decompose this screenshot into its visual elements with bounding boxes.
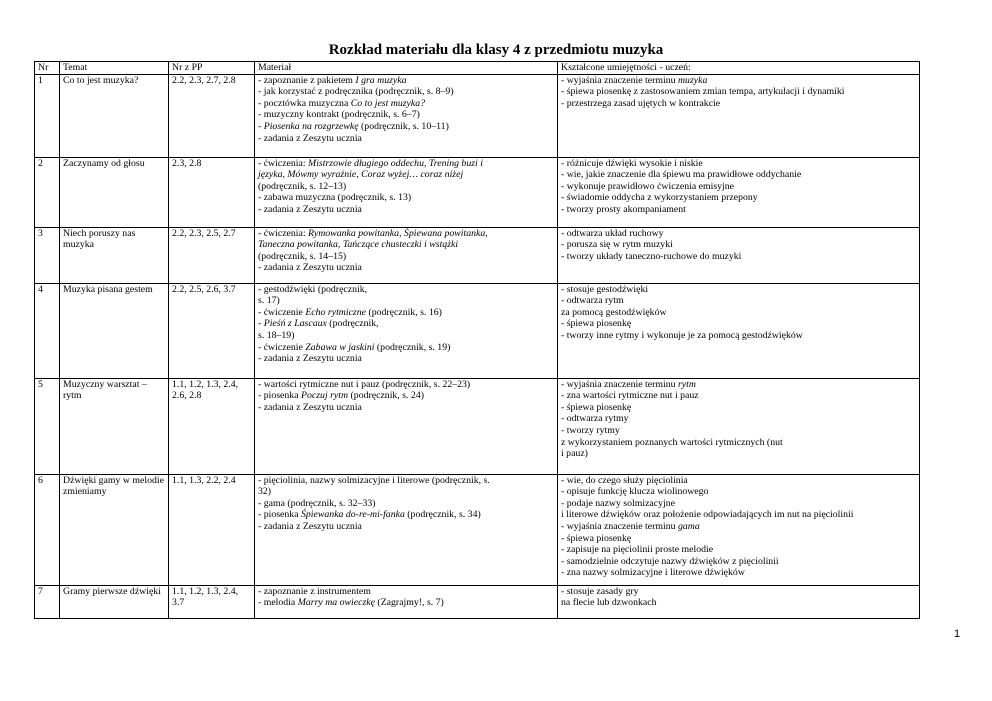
cell-umiejetnosci-line: - wie, do czego służy pięciolinia <box>561 474 688 486</box>
cell-umiejetnosci-line: - zna nazwy solmizacyjne i literowe dźwięków <box>561 567 745 579</box>
table-header-row <box>35 62 920 75</box>
cell-temat-text: Muzyka pisana gestem <box>63 283 153 295</box>
cell-material-line: - ćwiczenie Zabawa w jaskini (podręcznik, s. 19) <box>258 341 451 353</box>
cell-temat <box>60 378 169 474</box>
page-number: 1 <box>954 628 961 640</box>
cell-material-line: - jak korzystać z podręcznika (podręcznik, s. 8–9) <box>258 86 454 98</box>
cell-material-line: - zapoznanie z pakietem I gra muzyka <box>258 74 407 86</box>
cell-material-line: - gama (podręcznik, s. 32–33) <box>258 497 376 509</box>
cell-umiejetnosci-line: i pauz) <box>561 448 588 460</box>
cell-nr-z-pp-text: 1.1, 1.2, 1.3, 2.4, 3.7 <box>172 585 239 609</box>
cell-umiejetnosci <box>558 74 920 157</box>
cell-material <box>255 227 558 283</box>
cell-umiejetnosci-line: i literowe dźwięków oraz położenie odpowiadających im nut na pięciolinii <box>561 509 854 521</box>
cell-material-line: - gestodźwięki (podręcznik, <box>258 283 368 295</box>
cell-umiejetnosci-line: - tworzy inne rytmy i wykonuje je za pomocą gestodźwięków <box>561 329 803 341</box>
cell-nr-text: 1 <box>38 74 43 86</box>
cell-umiejetnosci-line: - wyjaśnia znaczenie terminu muzyka <box>561 74 708 86</box>
cell-material-line: - zadania z Zeszytu ucznia <box>258 401 362 413</box>
cell-temat <box>60 227 169 283</box>
cell-umiejetnosci-line: - różnicuje dźwięki wysokie i niskie <box>561 157 703 169</box>
cell-nr <box>35 157 60 227</box>
cell-nr <box>35 227 60 283</box>
cell-temat <box>60 283 169 378</box>
cell-nr-z-pp <box>169 474 255 585</box>
document-title: Rozkład materiału dla klasy 4 z przedmiotu muzyka <box>328 42 664 58</box>
cell-umiejetnosci-line: - tworzy rytmy <box>561 424 620 436</box>
cell-material-line: - piosenka Poczuj rytm (podręcznik, s. 24) <box>258 390 424 402</box>
cell-umiejetnosci-line: - stosuje zasady gry <box>561 585 639 597</box>
cell-umiejetnosci-line: - śpiewa piosenkę <box>561 401 632 413</box>
cell-nr-z-pp <box>169 283 255 378</box>
cell-material-line: - zadania z Zeszytu ucznia <box>258 353 362 365</box>
cell-material-line: - ćwiczenia: Rymowanka powitanka, Śpiewana powitanka, <box>258 227 488 239</box>
lesson-plan-table <box>34 61 920 619</box>
cell-temat-text: Niech poruszy nas muzyka <box>63 227 136 251</box>
cell-nr-z-pp <box>169 585 255 618</box>
cell-material-line: - muzyczny kontrakt (podręcznik, s. 6–7) <box>258 109 420 121</box>
header-nr-z-pp: Nr z PP <box>169 62 255 75</box>
cell-temat <box>60 157 169 227</box>
cell-material <box>255 378 558 474</box>
cell-umiejetnosci-line: - stosuje gestodźwięki <box>561 283 649 295</box>
cell-nr <box>35 283 60 378</box>
cell-material <box>255 157 558 227</box>
cell-material-line: - zadania z Zeszytu ucznia <box>258 132 362 144</box>
cell-material-line: - Piosenka na rozgrzewkę (podręcznik, s. 10–11) <box>258 120 449 132</box>
cell-material-line: Taneczna powitanka, Tańczące chusteczki i wstążki <box>258 239 459 251</box>
table-body <box>35 74 920 618</box>
cell-umiejetnosci-line: - wyjaśnia znaczenie terminu rytm <box>561 378 696 390</box>
cell-nr-z-pp-text: 2.2, 2.5, 2.6, 3.7 <box>172 283 236 295</box>
cell-umiejetnosci <box>558 378 920 474</box>
cell-umiejetnosci-line: - odtwarza rytm <box>561 295 624 307</box>
table-row <box>35 283 920 378</box>
cell-material-line: (podręcznik, s. 14–15) <box>258 250 347 262</box>
cell-umiejetnosci-line: - opisuje funkcję klucza wiolinowego <box>561 486 709 498</box>
cell-material-line: - zadania z Zeszytu ucznia <box>258 203 362 215</box>
table-row <box>35 474 920 585</box>
cell-temat-text: Co to jest muzyka? <box>63 74 139 86</box>
cell-umiejetnosci-line: - świadomie oddycha z wykorzystaniem przepony <box>561 192 758 204</box>
table-row <box>35 157 920 227</box>
cell-material <box>255 74 558 157</box>
cell-nr <box>35 474 60 585</box>
cell-material-line: języka, Mówmy wyraźnie, Coraz wyżej… coraz niżej <box>258 169 464 181</box>
cell-material-line: - melodia Marry ma owieczkę (Zagrajmy!, s. 7) <box>258 597 444 609</box>
cell-umiejetnosci-line: - tworzy prosty akompaniament <box>561 203 686 215</box>
cell-material-line: - zabawa muzyczna (podręcznik, s. 13) <box>258 192 412 204</box>
cell-temat <box>60 74 169 157</box>
cell-nr-text: 3 <box>38 227 43 239</box>
cell-material <box>255 283 558 378</box>
cell-umiejetnosci <box>558 227 920 283</box>
cell-nr-z-pp <box>169 157 255 227</box>
cell-nr-z-pp-text: 2.2, 2.3, 2.5, 2.7 <box>172 227 236 239</box>
cell-material-line: - ćwiczenia: Mistrzowie długiego oddechu, Trening buzi i <box>258 157 483 169</box>
cell-temat-text: Dźwięki gamy w melodie zmieniamy <box>63 474 164 498</box>
cell-umiejetnosci-line: - zapisuje na pięciolinii proste melodie <box>561 544 714 556</box>
cell-nr <box>35 378 60 474</box>
cell-material-line: - pocztówka muzyczna Co to jest muzyka? <box>258 97 426 109</box>
cell-nr-z-pp <box>169 227 255 283</box>
cell-umiejetnosci-line: - wykonuje prawidłowo ćwiczenia emisyjne <box>561 180 735 192</box>
table-row <box>35 585 920 618</box>
cell-umiejetnosci-line: na flecie lub dzwonkach <box>561 597 657 609</box>
cell-umiejetnosci-line: - porusza się w rytm muzyki <box>561 239 673 251</box>
cell-umiejetnosci-line: - samodzielnie odczytuje nazwy dźwięków z pięciolinii <box>561 555 779 567</box>
cell-umiejetnosci-line: - odtwarza układ ruchowy <box>561 227 664 239</box>
cell-material-line: (podręcznik, s. 12–13) <box>258 180 347 192</box>
cell-umiejetnosci-line: za pomocą gestodźwięków <box>561 306 667 318</box>
cell-nr-text: 2 <box>38 157 43 169</box>
cell-material-line: s. 18–19) <box>258 329 295 341</box>
cell-nr-z-pp-text: 2.2, 2.3, 2.7, 2.8 <box>172 74 236 86</box>
cell-umiejetnosci <box>558 474 920 585</box>
header-temat: Temat <box>60 62 169 75</box>
cell-nr-z-pp-text: 1.1, 1.3, 2.2, 2.4 <box>172 474 236 486</box>
cell-umiejetnosci <box>558 585 920 618</box>
cell-nr-text: 7 <box>38 585 43 597</box>
table-row <box>35 74 920 157</box>
cell-umiejetnosci-line: - śpiewa piosenkę <box>561 318 632 330</box>
cell-nr-z-pp-text: 1.1, 1.2, 1.3, 2.4, 2.6, 2.8 <box>172 378 239 402</box>
cell-umiejetnosci-line: - zna wartości rytmiczne nut i pauz <box>561 390 699 402</box>
cell-nr <box>35 585 60 618</box>
cell-material-line: - piosenka Śpiewanka do-re-mi-fanka (podręcznik, s. 34) <box>258 509 481 521</box>
cell-umiejetnosci-line: - podaje nazwy solmizacyjne <box>561 497 675 509</box>
cell-umiejetnosci-line: - śpiewa piosenkę <box>561 532 632 544</box>
cell-umiejetnosci-line: z wykorzystaniem poznanych wartości rytmicznych (nut <box>561 436 783 448</box>
header-umiejetnosci: Kształcone umiejętności - uczeń: <box>558 62 920 75</box>
cell-material-line: - zadania z Zeszytu ucznia <box>258 520 362 532</box>
cell-material-line: - pięciolinia, nazwy solmizacyjne i literowe (podręcznik, s. <box>258 474 490 486</box>
cell-nr-z-pp <box>169 74 255 157</box>
cell-temat-text: Zaczynamy od głosu <box>63 157 145 169</box>
cell-umiejetnosci <box>558 157 920 227</box>
header-material: Materiał <box>255 62 558 75</box>
cell-umiejetnosci-line: - wyjaśnia znaczenie terminu gama <box>561 520 700 532</box>
cell-material-line: - wartości rytmiczne nut i pauz (podręcznik, s. 22–23) <box>258 378 471 390</box>
cell-umiejetnosci <box>558 283 920 378</box>
header-nr: Nr <box>35 62 60 75</box>
cell-material <box>255 474 558 585</box>
cell-material-line: - zadania z Zeszytu ucznia <box>258 262 362 274</box>
cell-umiejetnosci-line: - tworzy układy taneczno-ruchowe do muzyki <box>561 250 742 262</box>
cell-temat-text: Gramy pierwsze dźwięki <box>63 585 161 597</box>
cell-umiejetnosci-line: - przestrzega zasad ujętych w kontrakcie <box>561 97 721 109</box>
table-row <box>35 378 920 474</box>
cell-material-line: s. 17) <box>258 295 280 307</box>
cell-temat <box>60 585 169 618</box>
table-row <box>35 227 920 283</box>
cell-nr-text: 6 <box>38 474 43 486</box>
cell-material-line: - zapoznanie z instrumentem <box>258 585 371 597</box>
cell-nr-text: 4 <box>38 283 43 295</box>
cell-umiejetnosci-line: - odtwarza rytmy <box>561 413 629 425</box>
cell-material <box>255 585 558 618</box>
cell-temat <box>60 474 169 585</box>
cell-umiejetnosci-line: - wie, jakie znaczenie dla śpiewu ma prawidłowe oddychanie <box>561 169 802 181</box>
cell-umiejetnosci-line: - śpiewa piosenkę z zastosowaniem zmian tempa, artykulacji i dynamiki <box>561 86 845 98</box>
cell-material-line: - ćwiczenie Echo rytmiczne (podręcznik, s. 16) <box>258 306 442 318</box>
cell-nr-z-pp <box>169 378 255 474</box>
cell-nr-text: 5 <box>38 378 43 390</box>
cell-temat-text: Muzyczny warsztat – rytm <box>63 378 147 402</box>
cell-nr <box>35 74 60 157</box>
cell-material-line: 32) <box>258 486 272 498</box>
cell-material-line: - Pieśń z Lascaux (podręcznik, <box>258 318 379 330</box>
cell-nr-z-pp-text: 2.3, 2.8 <box>172 157 202 169</box>
